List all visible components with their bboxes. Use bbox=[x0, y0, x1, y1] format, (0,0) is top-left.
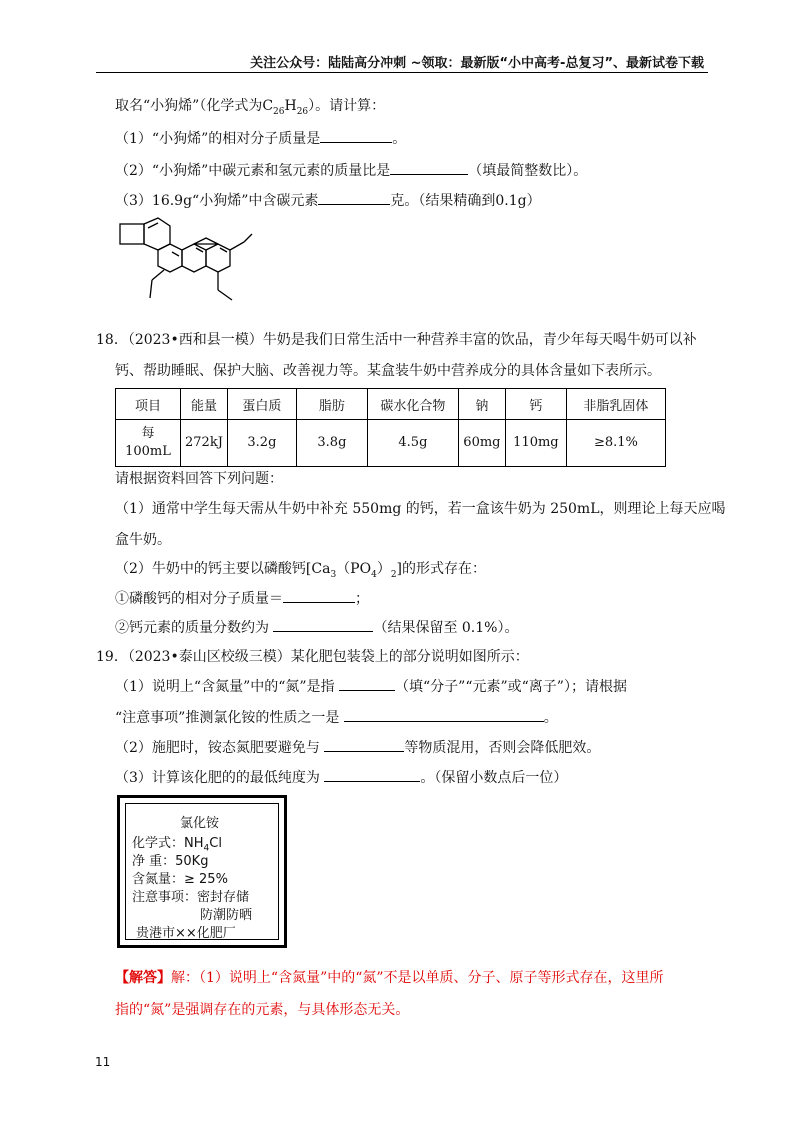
q17-part1: （1）“小狗烯”的相对分子质量是 。 bbox=[115, 128, 406, 149]
answer-blank[interactable] bbox=[344, 707, 544, 722]
answer-line1: 【解答】解：（1）说明上“含氮量”中的“氮”不是以单质、分子、原子等形式存在，这里所 bbox=[115, 970, 664, 986]
nutrition-header-cell: 钠 bbox=[458, 389, 505, 420]
q19-part1-line1: （1）说明上“含氮量”中的“氮”是指 （填“分子”“元素”或“离子”）；请根据 bbox=[115, 676, 627, 697]
q19-part1-line2: “注意事项”推测氯化铵的性质之一是 。 bbox=[115, 707, 558, 728]
q19-part3: （3）计算该化肥的的最低纯度为 。（保留小数点后一位） bbox=[115, 767, 567, 788]
answer-blank[interactable] bbox=[283, 588, 355, 603]
q17-intro: 取名“小狗烯”（化学式为$C_{26}H_{26}$）。请计算： bbox=[115, 98, 386, 117]
answer-blank[interactable] bbox=[318, 190, 390, 205]
nutrition-header-cell: 蛋白质 bbox=[227, 389, 296, 420]
q18-stem-line1: 18．（2023•西和县一模）牛奶是我们日常生活中一种营养丰富的饮品，青少年每天喝牛奶可以补 bbox=[96, 332, 697, 348]
nutrition-value-cell: 272kJ bbox=[181, 420, 228, 467]
nutrition-value-cell: 60mg bbox=[458, 420, 505, 467]
q18-stem-line2: 钙、帮助睡眠、保护大脑、改善视力等。某盒装牛奶中营养成分的具体含量如下表所示。 bbox=[115, 363, 661, 379]
label-formula: 化学式：$NH_4Cl$ bbox=[132, 836, 222, 854]
q19-part2: （2）施肥时，铵态氮肥要避免与 等物质混用，否则会降低肥效。 bbox=[115, 737, 600, 758]
fertilizer-label bbox=[117, 795, 287, 948]
answer-blank[interactable] bbox=[324, 767, 420, 782]
nutrition-header-cell: 非脂乳固体 bbox=[566, 389, 665, 420]
puppene-structure-diagram bbox=[112, 214, 262, 314]
label-manufacturer: 贵港市××化肥厂 bbox=[136, 926, 236, 941]
nutrition-value-cell: 3.8g bbox=[296, 420, 367, 467]
nutrition-header-cell: 能量 bbox=[181, 389, 228, 420]
q18-part2-sub1: ①磷酸钙的相对分子质量＝ ； bbox=[115, 588, 369, 609]
nutrition-header-cell: 脂肪 bbox=[296, 389, 367, 420]
q18-part1-line1: （1）通常中学生每天需从牛奶中补充 550mg 的钙，若一盒该牛奶为 250mL，则理论上每天应喝 bbox=[115, 501, 726, 517]
q18-part2: （2）牛奶中的钙主要以磷酸钙$[Ca_3(PO_4)_2]$的形式存在： bbox=[115, 561, 487, 580]
q18-ask: 请根据资料回答下列问题： bbox=[115, 471, 283, 487]
answer-blank[interactable] bbox=[324, 737, 404, 752]
header-rule bbox=[96, 72, 708, 73]
answer-blank[interactable] bbox=[339, 676, 395, 691]
label-notes-cont: 防潮防晒 bbox=[200, 908, 253, 923]
answer-blank[interactable] bbox=[320, 128, 392, 143]
label-nitrogen-content: 含氮量：≥ 25% bbox=[132, 872, 228, 887]
nutrition-value-cell: 3.2g bbox=[227, 420, 296, 467]
page-header: 关注公众号：陆陆高分冲刺 ~领取：最新版“小中高考-总复习”、最新试卷下载 bbox=[250, 56, 704, 71]
nutrition-header-cell: 碳水化合物 bbox=[367, 389, 458, 420]
answer-blank[interactable] bbox=[390, 160, 468, 175]
nutrition-value-cell: 110mg bbox=[505, 420, 566, 467]
q18-part1-line2: 盒牛奶。 bbox=[115, 532, 171, 548]
q18-part2-sub2: ②钙元素的质量分数约为 （结果保留至 0.1%）。 bbox=[115, 617, 518, 638]
q19-stem: 19．（2023•泰山区校级三模）某化肥包装袋上的部分说明如图所示： bbox=[96, 649, 529, 665]
nutrition-value-cell: 4.5g bbox=[367, 420, 458, 467]
nutrition-row-label: 每 100mL bbox=[116, 420, 181, 467]
q17-part3: （3）16.9g“小狗烯”中含碳元素 克。（结果精确到0.1g） bbox=[115, 190, 541, 211]
label-notes: 注意事项：密封存储 bbox=[132, 890, 250, 905]
label-net-weight: 净 重：50Kg bbox=[132, 854, 209, 869]
label-title: 氯化铵 bbox=[180, 816, 220, 831]
nutrition-value-cell: ≥8.1% bbox=[566, 420, 665, 467]
answer-tag: 【解答】 bbox=[115, 970, 171, 986]
nutrition-table-data-row bbox=[116, 420, 666, 467]
nutrition-header-cell: 项目 bbox=[116, 389, 181, 420]
answer-line2: 指的“氮”是强调存在的元素，与具体形态无关。 bbox=[115, 1002, 410, 1018]
nutrition-header-cell: 钙 bbox=[505, 389, 566, 420]
answer-blank[interactable] bbox=[273, 617, 373, 632]
q17-part2: （2）“小狗烯”中碳元素和氢元素的质量比是 （填最简整数比）。 bbox=[115, 160, 587, 181]
nutrition-table-header-row bbox=[116, 389, 666, 420]
nutrition-table bbox=[115, 388, 666, 467]
page-number: 11 bbox=[95, 1055, 111, 1069]
